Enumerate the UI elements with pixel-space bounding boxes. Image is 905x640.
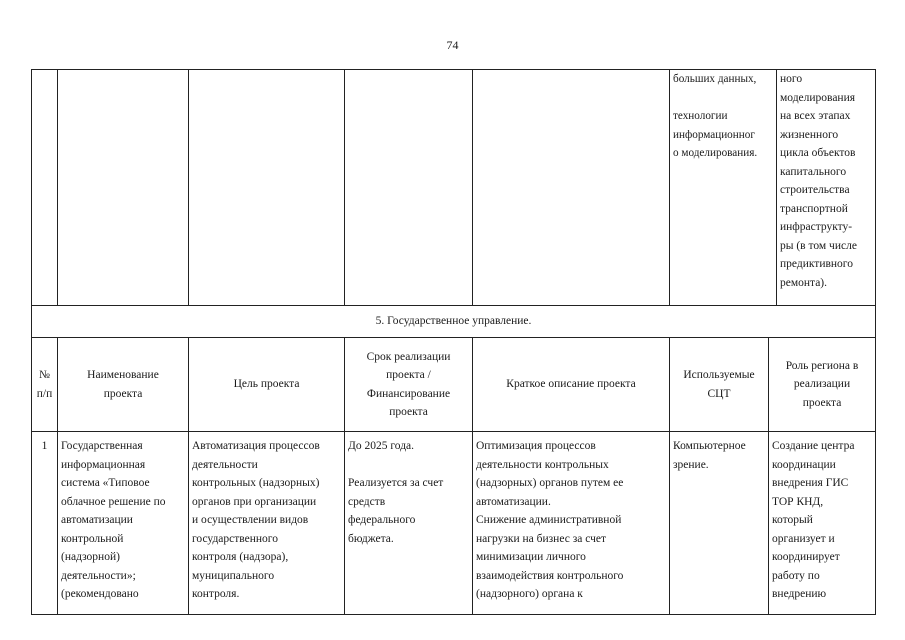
row-term-cell: До 2025 года. Реализуется за счет средств федерального бюджета. (348, 440, 444, 545)
table-bottom-border (31, 614, 876, 615)
row-tech-cell: Компьютерное зрение. (673, 440, 746, 471)
header-goal: Цель проекта (233, 378, 300, 391)
col-divider-3-top (344, 69, 345, 306)
row-num-cell: 1 (41, 440, 48, 452)
row-role-cell: Создание центра координации внедрения ГИС ТОР КНД, который организует и координирует работу по внедрению (772, 440, 855, 600)
header-term: Срок реализации проекта / Финансирование проекта (366, 350, 451, 418)
header-num: № п/п (36, 369, 53, 400)
page-number: 74 (446, 38, 459, 52)
header-name: Наименование проекта (87, 369, 159, 400)
col-divider-6-top (776, 69, 777, 306)
row-goal-cell: Автоматизация процессов деятельности контрольных (надзорных) органов при организации и осуществлении видов государственного контроля (надзора), муниципального контроля. (192, 440, 320, 600)
table-right-border (875, 69, 876, 615)
header-row-bottom-border (31, 431, 876, 432)
continuation-tech-cell: больших данных, технологии информационног о моделирования. (673, 73, 758, 159)
header-role: Роль региона в реализации проекта (785, 359, 859, 409)
row-description-cell: Оптимизация процессов деятельности контрольных (надзорных) органов путем ее автоматизации. Снижение административной нагрузки на бизнес за счет минимизации личного взаимодействия контрольного (надзорного) органа к (476, 440, 624, 600)
header-description: Краткое описание проекта (506, 378, 636, 391)
col-divider-4-top (472, 69, 473, 306)
col-divider-2-top (188, 69, 189, 306)
col-divider-5-top (669, 69, 670, 306)
section-title: 5. Государственное управление. (375, 315, 532, 327)
header-tech: Используемые СЦТ (683, 369, 755, 400)
col-divider-1-top (57, 69, 58, 306)
continuation-role-cell: ного моделирования на всех этапах жизненного цикла объектов капитального строительства транспортной инфраструкту- ры (в том числе предиктивного ремонта). (780, 73, 857, 289)
row-name-cell: Государственная информационная система «Типовое облачное решение по автоматизации контрольной (надзорной) деятельности»; (рекомендовано (61, 440, 166, 600)
section-row-top-border (31, 305, 876, 306)
